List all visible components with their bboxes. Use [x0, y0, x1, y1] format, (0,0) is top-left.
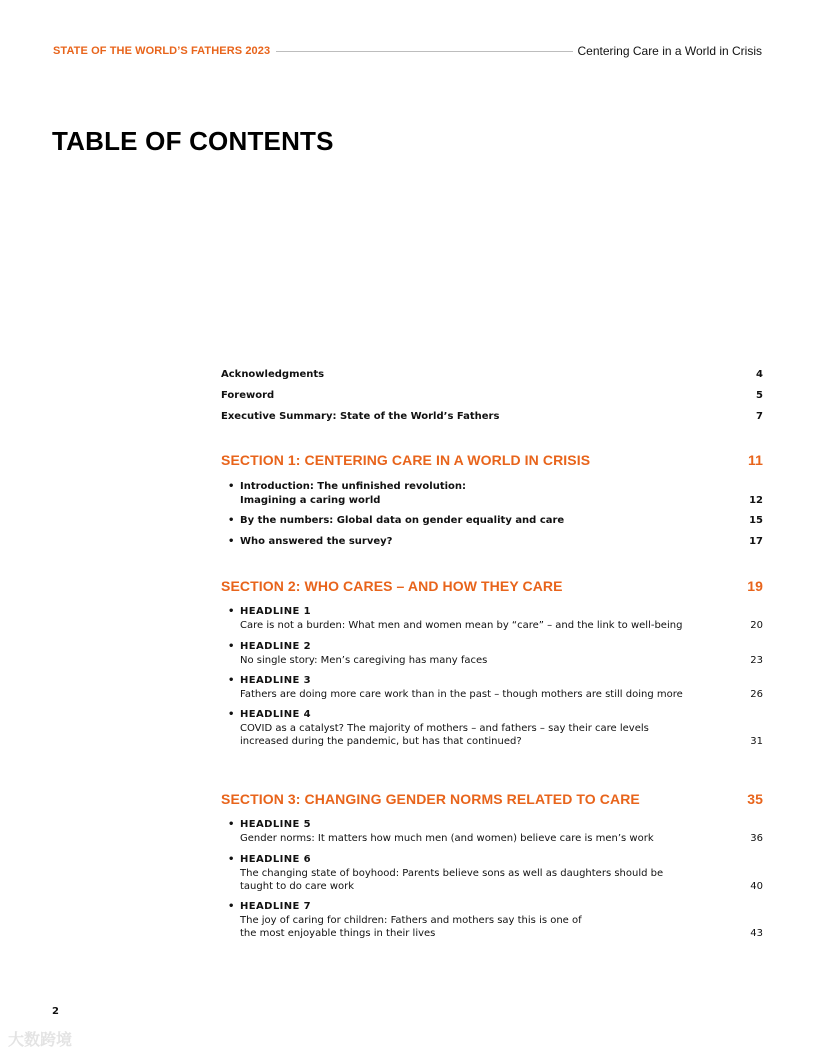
toc-item-line1: Care is not a burden: What men and women mean by “care” – and the link to well-being: [240, 619, 683, 631]
toc-item-page: 15: [749, 515, 763, 526]
toc-item-who-answered[interactable]: [228, 535, 763, 549]
toc-item-line2: taught to do care work: [240, 881, 355, 892]
toc-entry-acknowledgments[interactable]: [221, 368, 763, 382]
toc-item-introduction[interactable]: [228, 480, 763, 507]
toc-item-line2: Imagining a caring world: [240, 494, 381, 506]
toc-headline-label: HEADLINE 4: [240, 709, 311, 720]
toc-item-page: 43: [750, 928, 763, 939]
toc-item-page: 36: [750, 832, 763, 844]
toc-item-line1: The joy of caring for children: Fathers and mothers say this is one of: [240, 914, 582, 926]
bullet-marker: •: [228, 901, 235, 912]
toc-item-page: 17: [749, 536, 763, 547]
toc-headline-label: HEADLINE 3: [240, 675, 311, 686]
toc-item-line1: Introduction: The unfinished revolution:: [240, 481, 467, 492]
toc-item-line1: COVID as a catalyst? The majority of mothers – and fathers – say their care levels: [240, 722, 649, 734]
toc-item-line1: By the numbers: Global data on gender equality and care: [240, 515, 565, 526]
toc-headline-label: HEADLINE 2: [240, 641, 311, 652]
toc-entry-page: 5: [756, 390, 763, 401]
toc-entry-label: Acknowledgments: [221, 369, 325, 380]
toc-item-line1: The changing state of boyhood: Parents believe sons as well as daughters should be: [240, 867, 664, 879]
toc-entry-page: 7: [756, 411, 763, 422]
toc-item-line1: Who answered the survey?: [240, 536, 393, 547]
toc-item-page: 20: [750, 619, 763, 631]
toc-entry-label: Executive Summary: State of the World’s Fathers: [221, 411, 500, 422]
toc-item-page: 12: [749, 494, 763, 506]
toc-section-1-heading[interactable]: [221, 452, 763, 468]
toc-item-by-the-numbers[interactable]: [228, 514, 763, 528]
toc-entry-foreword[interactable]: [221, 389, 763, 403]
toc-item-line2: the most enjoyable things in their lives: [240, 928, 436, 939]
page-number: 2: [52, 1006, 59, 1017]
toc-item-line1: Fathers are doing more care work than in the past – though mothers are still doing more: [240, 688, 683, 700]
toc-item-page: 26: [750, 688, 763, 700]
section-page: 19: [747, 578, 763, 594]
running-header-subtitle: Centering Care in a World in Crisis: [577, 44, 762, 58]
toc-item-headline-7[interactable]: [228, 900, 763, 941]
header-divider: [276, 51, 573, 52]
section-page: 35: [747, 791, 763, 807]
toc-entry-executive-summary[interactable]: [221, 410, 763, 424]
bullet-marker: •: [228, 819, 235, 830]
toc-section-3-heading[interactable]: [221, 791, 763, 807]
toc-item-headline-6[interactable]: [228, 853, 763, 894]
watermark: 大数跨境: [8, 1030, 73, 1049]
bullet-marker: •: [228, 641, 235, 652]
bullet-marker: •: [228, 515, 235, 526]
toc-item-line1: Gender norms: It matters how much men (and women) believe care is men’s work: [240, 832, 654, 844]
section-title: SECTION 1: CENTERING CARE IN A WORLD IN CRISIS: [221, 452, 591, 468]
toc-item-page: 31: [750, 736, 763, 747]
bullet-marker: •: [228, 854, 235, 865]
toc-item-page: 40: [750, 881, 763, 892]
toc-item-headline-2[interactable]: [228, 640, 763, 667]
toc-item-line2: increased during the pandemic, but has that continued?: [240, 736, 522, 747]
bullet-marker: •: [228, 606, 235, 617]
toc-item-page: 23: [750, 654, 763, 666]
toc-entry-label: Foreword: [221, 390, 275, 401]
toc-item-line1: No single story: Men’s caregiving has many faces: [240, 654, 488, 666]
section-title: SECTION 2: WHO CARES – AND HOW THEY CARE: [221, 578, 563, 594]
section-title: SECTION 3: CHANGING GENDER NORMS RELATED TO CARE: [221, 791, 640, 807]
bullet-marker: •: [228, 675, 235, 686]
section-page: 11: [748, 452, 763, 468]
toc-item-headline-1[interactable]: [228, 605, 763, 632]
toc-item-headline-4[interactable]: [228, 708, 763, 749]
toc-entry-page: 4: [756, 369, 763, 380]
toc-item-headline-3[interactable]: [228, 674, 763, 701]
bullet-marker: •: [228, 709, 235, 720]
bullet-marker: •: [228, 481, 235, 492]
toc-headline-label: HEADLINE 5: [240, 819, 311, 830]
toc-headline-label: HEADLINE 7: [240, 901, 311, 912]
page-title: TABLE OF CONTENTS: [52, 126, 334, 156]
running-header-title: STATE OF THE WORLD’S FATHERS 2023: [53, 45, 271, 57]
bullet-marker: •: [228, 536, 235, 547]
toc-section-2-heading[interactable]: [221, 578, 763, 594]
toc-headline-label: HEADLINE 6: [240, 854, 311, 865]
toc-item-headline-5[interactable]: [228, 818, 763, 845]
toc-headline-label: HEADLINE 1: [240, 606, 311, 617]
